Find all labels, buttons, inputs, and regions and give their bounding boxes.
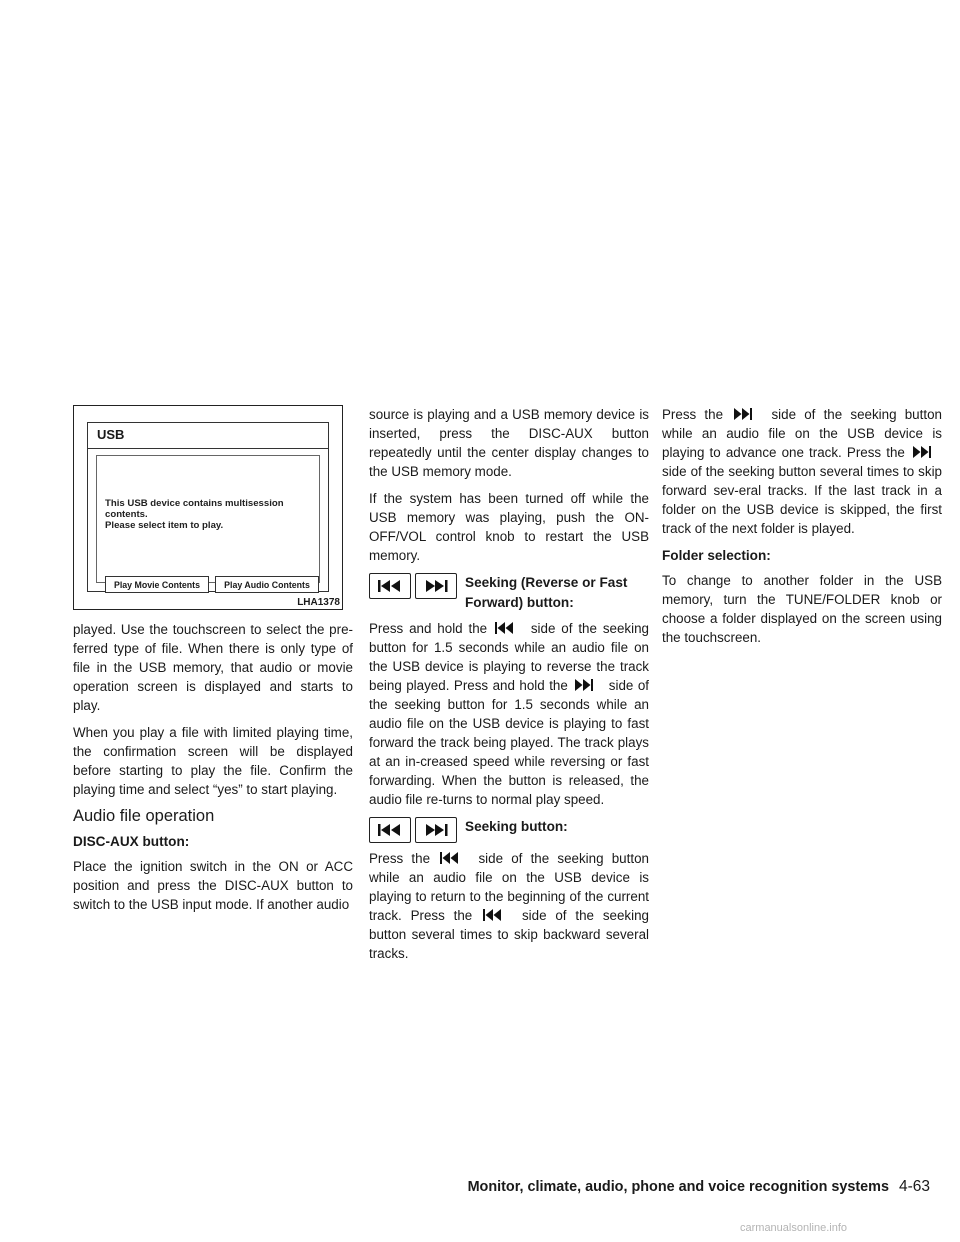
text: Press and hold the	[369, 621, 488, 636]
usb-screen	[87, 422, 329, 592]
figure-id: LHA1378	[297, 597, 340, 608]
skip-next-icon	[415, 573, 457, 599]
skip-next-icon	[733, 408, 753, 420]
skip-previous-icon	[369, 817, 411, 843]
chapter-title: Monitor, climate, audio, phone and voice recognition systems	[467, 1179, 889, 1195]
column-1	[73, 620, 353, 922]
dialog-message: This USB device contains multisession contents.	[105, 498, 284, 520]
watermark: carmanualsonline.info	[740, 1222, 848, 1234]
screen-divider	[88, 448, 328, 449]
text: Press the	[369, 851, 431, 866]
text: side of the seeking button several times to skip backward several tracks.	[369, 908, 649, 961]
seek-ff-heading: Seeking (Reverse or Fast Forward) button:	[465, 575, 628, 610]
column-3	[662, 405, 942, 655]
paragraph	[662, 405, 942, 538]
text: side of the seeking button several times to skip forward sev-eral tracks. If the last track in a folder on the USB device is skipped, the first track of the next folder is played.	[662, 464, 942, 536]
skip-previous-icon	[369, 573, 411, 599]
paragraph: To change to another folder in the USB memory, turn the TUNE/FOLDER knob or choose a folder displayed on the screen using the touchscreen.	[662, 573, 942, 645]
page-number: 4-63	[898, 1178, 930, 1195]
column-2	[369, 405, 649, 971]
text: side of the seeking button while an audio file on the USB device is playing to advance one track. Press the	[662, 407, 942, 460]
section-heading: Audio file operation	[73, 807, 215, 825]
paragraph	[369, 849, 649, 963]
skip-next-icon	[415, 817, 457, 843]
seek-buttons-illustration	[369, 817, 649, 843]
skip-next-icon	[574, 679, 594, 691]
paragraph: When you play a file with limited playing time, the confirmation screen will be displayed before starting to play the file. Confirm the playing time and select “yes” to start playing.	[73, 725, 353, 797]
text: side of the seeking button for 1.5 seconds while an audio file on the USB device is playing to reverse the track being played. Press and hold the	[369, 621, 649, 693]
paragraph: If the system has been turned off while the USB memory was playing, push the ON-OFF/VOL control knob to restart the USB memory.	[369, 491, 649, 563]
dialog-box	[96, 455, 320, 590]
play-audio-contents-button[interactable]: Play Audio Contents	[215, 576, 319, 593]
skip-previous-icon	[483, 909, 503, 921]
page-footer	[452, 1178, 930, 1196]
usb-screen-figure	[73, 405, 343, 610]
text: Press the	[662, 407, 724, 422]
subheading: DISC-AUX button:	[73, 834, 190, 849]
dialog-prompt: Please select item to play.	[105, 520, 224, 531]
text: side of the seeking button for 1.5 seconds while an audio file on the USB device is playing to fast forward the track being played. The track plays at an in-creased speed while reversing or fast forwarding. When the button is released, the audio file re-turns to normal play speed.	[369, 678, 649, 807]
skip-previous-icon	[440, 852, 460, 864]
seek-buttons-illustration	[369, 573, 649, 613]
paragraph	[369, 619, 649, 809]
seek-heading: Seeking button:	[465, 819, 568, 834]
paragraph: source is playing and a USB memory device is inserted, press the DISC-AUX button repeatedly until the center display changes to the USB memory mode.	[369, 407, 649, 479]
skip-previous-icon	[495, 622, 515, 634]
paragraph: Place the ignition switch in the ON or ACC position and press the DISC-AUX button to switch to the USB input mode. If another audio	[73, 859, 353, 912]
paragraph: played. Use the touchscreen to select the pre-ferred type of file. When there is only type of file in the USB memory, that audio or movie operation screen is displayed and starts to play.	[73, 622, 353, 713]
subheading: Folder selection:	[662, 548, 771, 563]
play-movie-contents-button[interactable]: Play Movie Contents	[105, 576, 209, 593]
screen-title: USB	[97, 427, 125, 442]
text: side of the seeking button while an audio file on the USB device is playing to return to the beginning of the current track. Press the	[369, 851, 649, 923]
skip-next-icon	[912, 446, 932, 458]
